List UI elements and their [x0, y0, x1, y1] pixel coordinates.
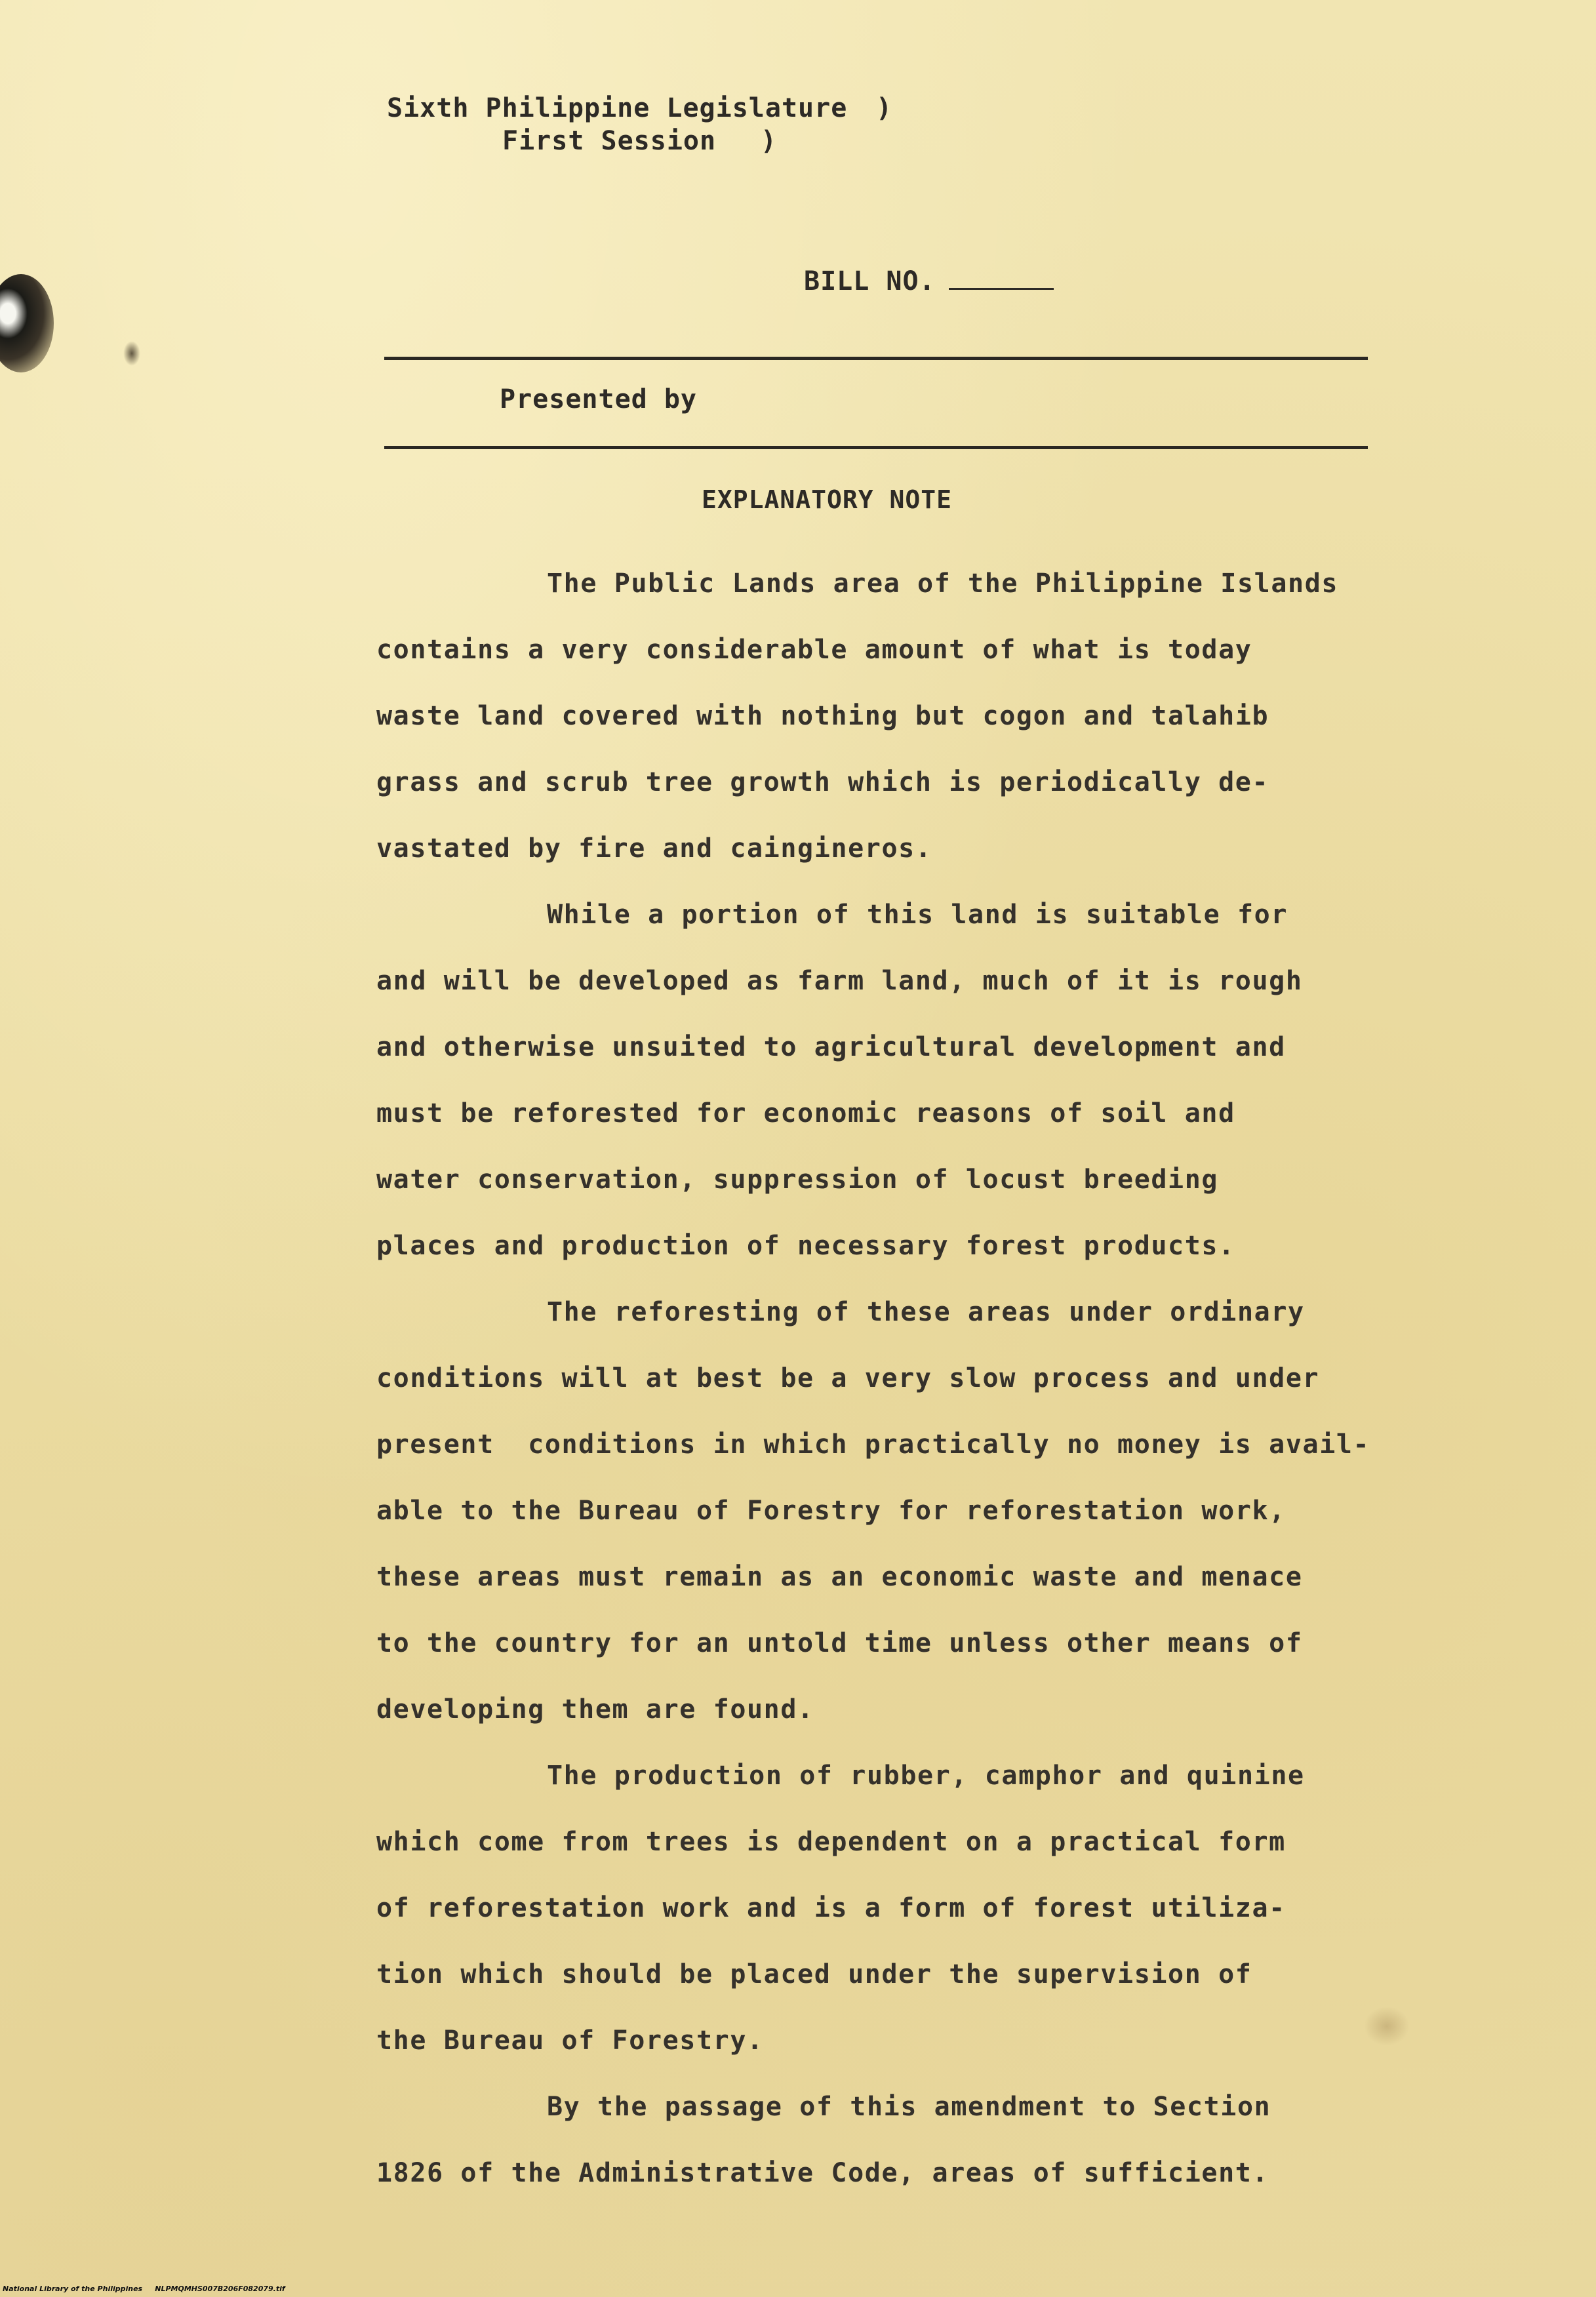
text-line: vastated by fire and caingineros.: [376, 833, 932, 864]
ink-smudge: [123, 341, 140, 366]
text-line: 1826 of the Administrative Code, areas of sufficient.: [376, 2158, 1269, 2188]
session-name: First Session: [502, 126, 717, 156]
punch-hole-mark: [0, 274, 54, 372]
text-line: present conditions in which practically no money is avail-: [376, 1429, 1370, 1460]
paragraph: [376, 2074, 1399, 2207]
legislature-name: Sixth Philippine Legislature: [387, 93, 848, 123]
header-paren: ): [761, 126, 778, 156]
text-line: The production of rubber, camphor and quinine: [547, 1761, 1305, 1791]
text-line: contains a very considerable amount of what is today: [376, 635, 1252, 665]
text-line: which come from trees is dependent on a practical form: [376, 1827, 1286, 1857]
text-line: to the country for an untold time unless other means of: [376, 1628, 1303, 1658]
paragraph: [376, 1743, 1399, 2074]
footer-source: National Library of the Philippines: [3, 2285, 143, 2293]
paragraph: [376, 882, 1399, 1279]
text-line: able to the Bureau of Forestry for reforestation work,: [376, 1496, 1286, 1526]
text-line: the Bureau of Forestry.: [376, 2026, 764, 2056]
header-paren: ): [876, 93, 893, 123]
text-line: developing them are found.: [376, 1694, 814, 1725]
text-line: By the passage of this amendment to Section: [547, 2092, 1271, 2122]
paragraph: [376, 1279, 1399, 1743]
divider-bottom: [384, 446, 1368, 449]
bill-number-blank: [949, 268, 1054, 290]
divider-top: [384, 357, 1368, 360]
session-line: [387, 125, 847, 157]
presented-by-label: Presented by: [500, 384, 697, 414]
legislature-line: [387, 92, 893, 125]
text-line: and otherwise unsuited to agricultural development and: [376, 1032, 1286, 1062]
bill-number: [804, 266, 1054, 296]
bill-number-label: BILL NO.: [804, 266, 936, 296]
explanatory-note-title: EXPLANATORY NOTE: [702, 485, 953, 514]
paragraph: [376, 551, 1399, 882]
text-line: these areas must remain as an economic waste and menace: [376, 1562, 1303, 1592]
text-line: conditions will at best be a very slow process and under: [376, 1363, 1320, 1393]
text-line: of reforestation work and is a form of forest utiliza-: [376, 1893, 1286, 1923]
document-header: [387, 92, 893, 157]
text-line: The reforesting of these areas under ordinary: [547, 1297, 1305, 1327]
text-line: tion which should be placed under the supervision of: [376, 1959, 1252, 1989]
text-line: waste land covered with nothing but cogon and talahib: [376, 701, 1269, 731]
text-line: and will be developed as farm land, much of it is rough: [376, 966, 1303, 996]
text-line: places and production of necessary forest products.: [376, 1231, 1235, 1261]
text-line: must be reforested for economic reasons of soil and: [376, 1098, 1235, 1129]
text-line: grass and scrub tree growth which is periodically de-: [376, 767, 1269, 797]
text-line: water conservation, suppression of locust breeding: [376, 1165, 1219, 1195]
explanatory-note-body: [376, 551, 1399, 2207]
text-line: The Public Lands area of the Philippine Islands: [547, 569, 1339, 599]
footer-file-id: NLPMQMHS007B206F082079.tif: [155, 2285, 285, 2293]
text-line: While a portion of this land is suitable for: [547, 900, 1288, 930]
archive-footer: [3, 2285, 285, 2293]
